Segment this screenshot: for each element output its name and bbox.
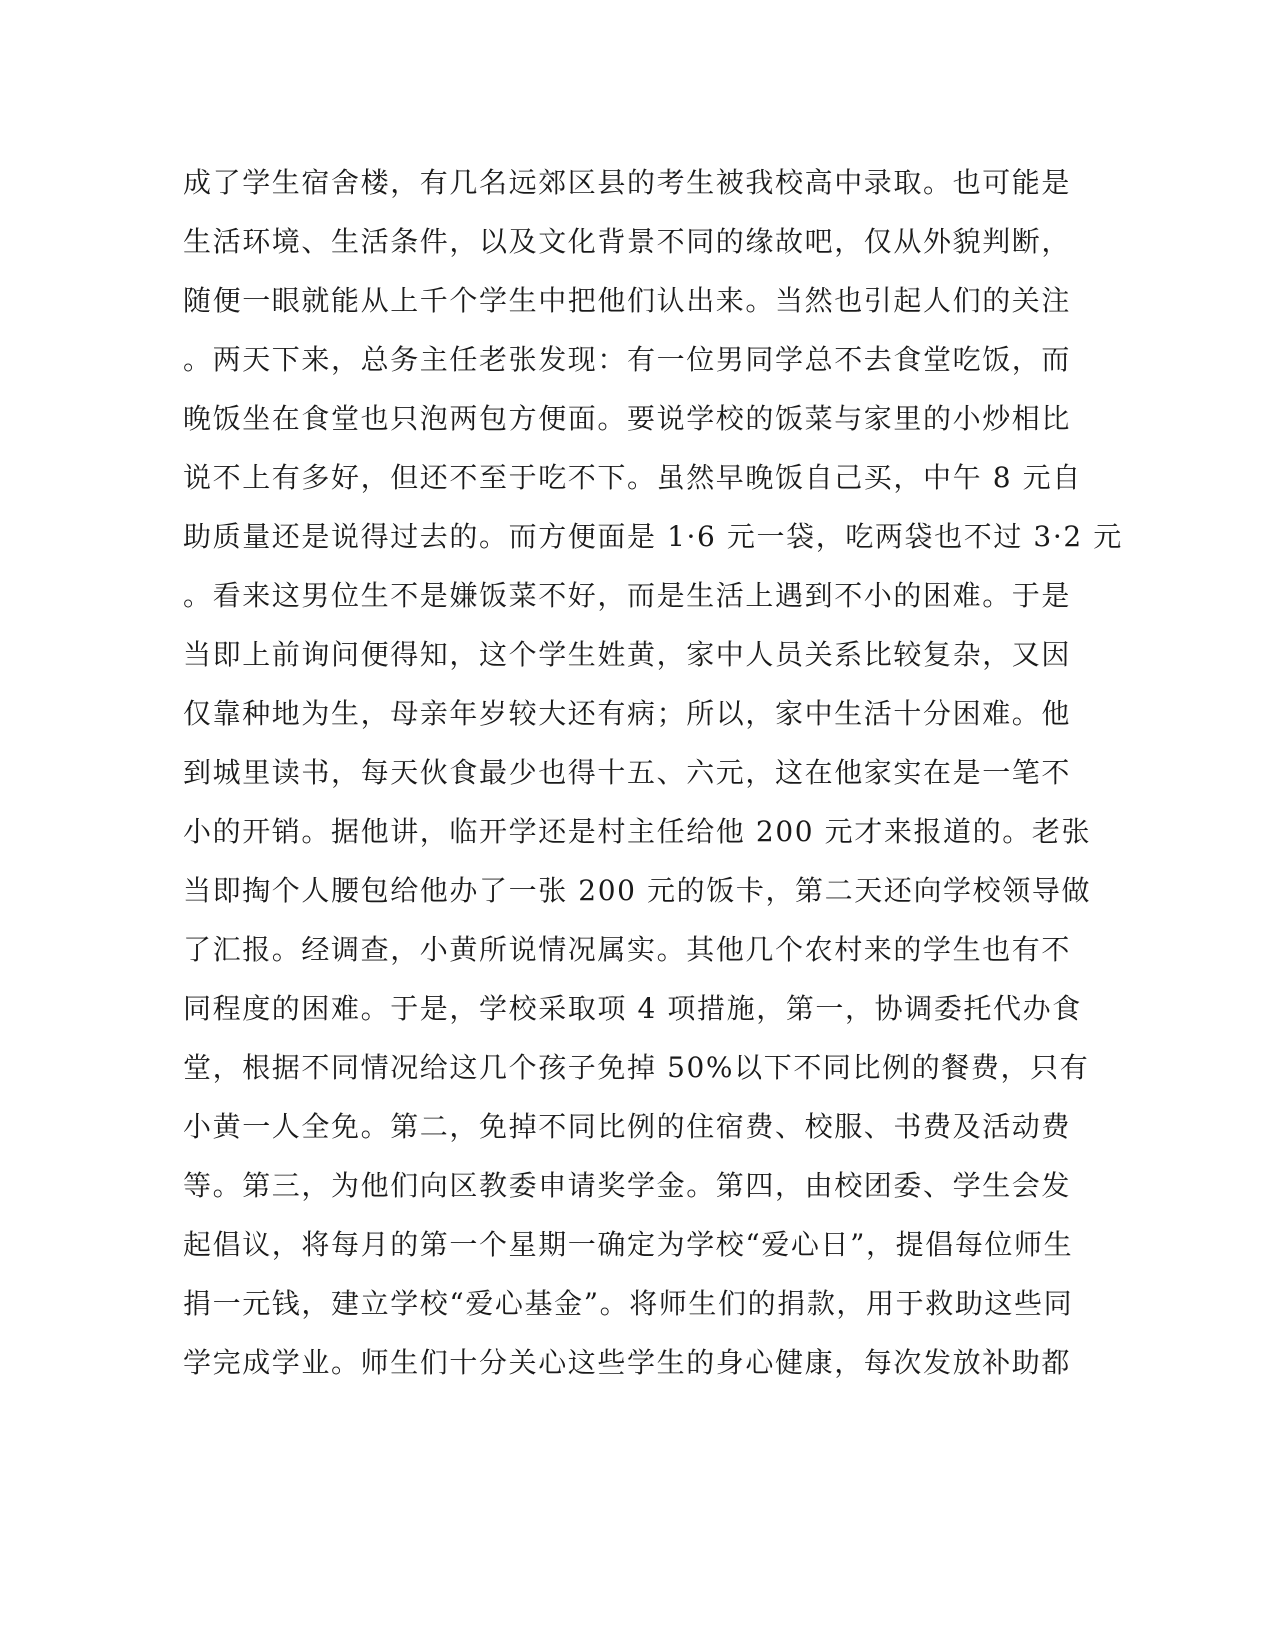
- text-line: 随便一眼就能从上千个学生中把他们认出来。当然也引起人们的关注: [183, 284, 1072, 317]
- text-line: 仅靠种地为生，母亲年岁较大还有病；所以，家中生活十分困难。他: [183, 697, 1072, 730]
- text-line: 同程度的困难。于是，学校采取项 4 项措施，第一，协调委托代办食: [183, 992, 1082, 1025]
- body-text: [183, 160, 1123, 1399]
- text-line: 小的开销。据他讲，临开学还是村主任给他 200 元才来报道的。老张: [183, 815, 1092, 848]
- text-line: 成了学生宿舍楼，有几名远郊区县的考生被我校高中录取。也可能是: [183, 166, 1072, 199]
- text-line: 当即掏个人腰包给他办了一张 200 元的饭卡，第二天还向学校领导做: [183, 874, 1092, 907]
- text-line: 了汇报。经调查，小黄所说情况属实。其他几个农村来的学生也有不: [183, 933, 1072, 966]
- text-line: 起倡议，将每月的第一个星期一确定为学校“爱心日”，提倡每位师生: [183, 1228, 1074, 1261]
- text-line: 捐一元钱，建立学校“爱心基金”。将师生们的捐款，用于救助这些同: [183, 1287, 1074, 1320]
- text-line: 说不上有多好，但还不至于吃不下。虽然早晚饭自己买，中午 8 元自: [183, 461, 1082, 494]
- text-line: 学完成学业。师生们十分关心这些学生的身心健康，每次发放补助都: [183, 1346, 1072, 1379]
- text-line: 。两天下来，总务主任老张发现：有一位男同学总不去食堂吃饭，而: [183, 343, 1072, 376]
- text-line: 小黄一人全免。第二，免掉不同比例的住宿费、校服、书费及活动费: [183, 1110, 1072, 1143]
- text-line: 堂，根据不同情况给这几个孩子免掉 50%以下不同比例的餐费，只有: [183, 1051, 1090, 1084]
- text-line: 助质量还是说得过去的。而方便面是 1·6 元一袋，吃两袋也不过 3·2 元: [183, 520, 1123, 553]
- text-line: 到城里读书，每天伙食最少也得十五、六元，这在他家实在是一笔不: [183, 756, 1072, 789]
- text-line: 生活环境、生活条件，以及文化背景不同的缘故吧，仅从外貌判断，: [183, 225, 1072, 258]
- text-line: 等。第三，为他们向区教委申请奖学金。第四，由校团委、学生会发: [183, 1169, 1072, 1202]
- text-line: 当即上前询问便得知，这个学生姓黄，家中人员关系比较复杂，又因: [183, 638, 1072, 671]
- text-line: 晚饭坐在食堂也只泡两包方便面。要说学校的饭菜与家里的小炒相比: [183, 402, 1072, 435]
- text-line: 。看来这男位生不是嫌饭菜不好，而是生活上遇到不小的困难。于是: [183, 579, 1072, 612]
